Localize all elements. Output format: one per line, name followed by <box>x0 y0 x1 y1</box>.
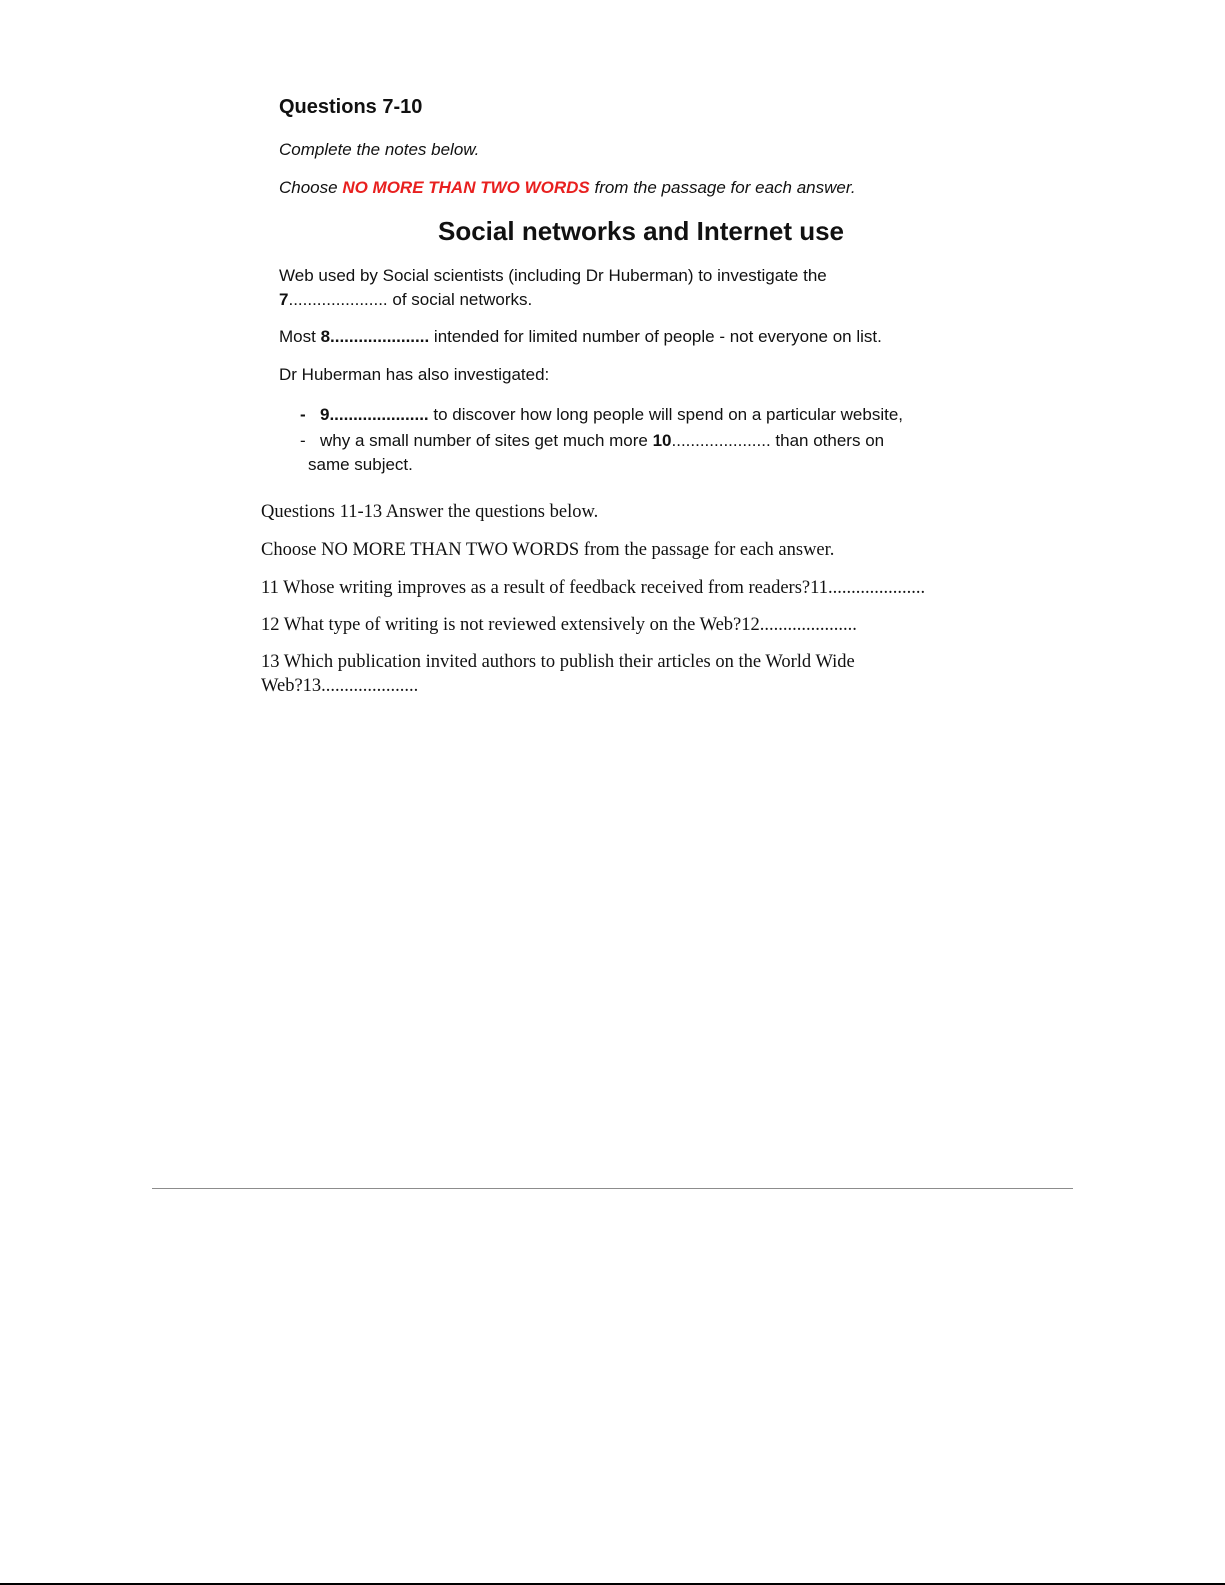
q9-post: to discover how long people will spend on a particular website, <box>428 405 904 424</box>
question-12: 12 What type of writing is not reviewed extensively on the Web?12..................... <box>261 615 857 635</box>
q10-post: ..................... than others on <box>671 431 885 450</box>
word-limit-post: from the passage for each answer. <box>589 178 856 197</box>
complete-notes-instruction: Complete the notes below. <box>279 140 480 159</box>
q8-blank: 8..................... <box>320 327 430 346</box>
q8-pre: Most <box>279 327 321 346</box>
short-answer-instruction: Choose NO MORE THAN TWO WORDS from the passage for each answer. <box>261 540 835 560</box>
q7-line-2 <box>279 290 532 310</box>
page-divider <box>152 1188 1073 1189</box>
question-13-line-2: Web?13..................... <box>261 676 419 696</box>
investigated-intro: Dr Huberman has also investigated: <box>279 365 550 384</box>
q7-line-1: Web used by Social scientists (including Dr Huberman) to investigate the <box>279 266 827 285</box>
question-13-line-1: 13 Which publication invited authors to publish their articles on the World Wide <box>261 652 855 672</box>
word-limit-pre: Choose <box>279 178 343 197</box>
q8-post: intended for limited number of people - not everyone on list. <box>429 327 882 346</box>
bullet-dash: - <box>300 431 306 450</box>
q10-pre: why a small number of sites get much more <box>320 431 653 450</box>
q10-number: 10 <box>652 431 672 450</box>
question-11: 11 Whose writing improves as a result of feedback received from readers?11..................... <box>261 578 926 598</box>
word-limit-instruction <box>279 178 856 198</box>
word-limit-emphasis: NO MORE THAN TWO WORDS <box>342 178 590 197</box>
questions-11-13-heading: Questions 11-13 Answer the questions below. <box>261 502 599 522</box>
q7-number: 7 <box>279 290 289 309</box>
q9-blank: 9..................... <box>320 405 429 424</box>
bullet-dash: - <box>300 405 306 424</box>
q8-line <box>279 327 882 347</box>
notes-title: Social networks and Internet use <box>438 216 844 246</box>
questions-7-10-heading: Questions 7-10 <box>279 96 423 118</box>
q9-bullet <box>300 405 903 425</box>
q10-bullet <box>300 431 884 451</box>
q7-blank-text: ..................... of social networks. <box>288 290 533 309</box>
q10-line-2: same subject. <box>308 455 413 474</box>
